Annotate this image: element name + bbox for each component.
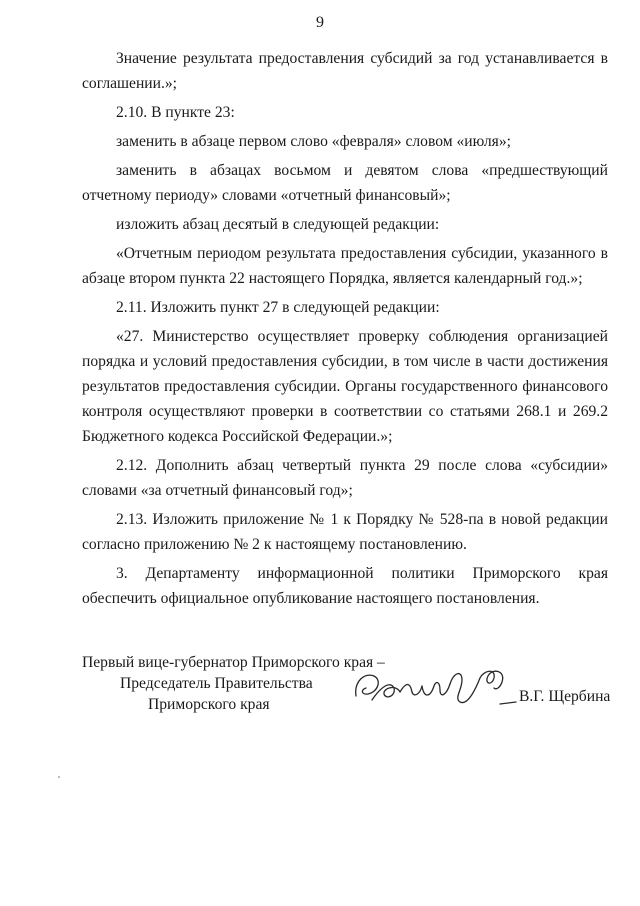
handwritten-signature bbox=[350, 658, 520, 718]
paragraph-point-27: «27. Министерство осуществляет проверку соблюдения организацией порядка и условий предоставления субсидии, в том числе в части достижения результатов предоставления субсидии. Органы государственного финансового контроля осуществляют проверки в соответствии со статьями 268.1 и 269.2 Бюджетного кодекса Российской Федерации.»; bbox=[82, 328, 608, 445]
signatory-position-line3: Приморского края bbox=[148, 696, 270, 713]
page-number: 9 bbox=[316, 14, 324, 31]
signatory-name: В.Г. Щербина bbox=[519, 688, 611, 705]
paragraph-reporting-period: «Отчетным периодом результата предоставления субсидии, указанного в абзаце втором пункта 22 настоящего Порядка, является календарный год.»; bbox=[82, 245, 608, 287]
signatory-position-line1: Первый вице-губернатор Приморского края – bbox=[82, 654, 385, 671]
paragraph-state-tenth: изложить абзац десятый в следующей редакции: bbox=[116, 216, 440, 233]
signatory-position-line2: Председатель Правительства bbox=[120, 675, 313, 692]
paragraph-2-10: 2.10. В пункте 23: bbox=[116, 104, 235, 121]
paragraph-replace-february: заменить в абзаце первом слово «февраля» словом «июля»; bbox=[116, 133, 511, 150]
paragraph-result-value: Значение результата предоставления субсидий за год устанавливается в соглашении.»; bbox=[82, 50, 608, 92]
paragraph-2-13: 2.13. Изложить приложение № 1 к Порядку № 528-па в новой редакции согласно приложению № 2 к настоящему постановлению. bbox=[82, 511, 608, 553]
signature-block bbox=[82, 652, 622, 722]
document-body bbox=[82, 46, 608, 611]
paragraph-3-publication: 3. Департаменту информационной политики Приморского края обеспечить официальное опубликование настоящего постановления. bbox=[82, 565, 608, 607]
paragraph-replace-paragraphs-8-9: заменить в абзацах восьмом и девятом слова «предшествующий отчетному периоду» словами «отчетный финансовый»; bbox=[82, 162, 608, 204]
paragraph-2-12: 2.12. Дополнить абзац четвертый пункта 29 после слова «субсидии» словами «за отчетный финансовый год»; bbox=[82, 457, 608, 499]
paragraph-2-11: 2.11. Изложить пункт 27 в следующей редакции: bbox=[116, 299, 440, 316]
scan-speck bbox=[58, 776, 60, 778]
